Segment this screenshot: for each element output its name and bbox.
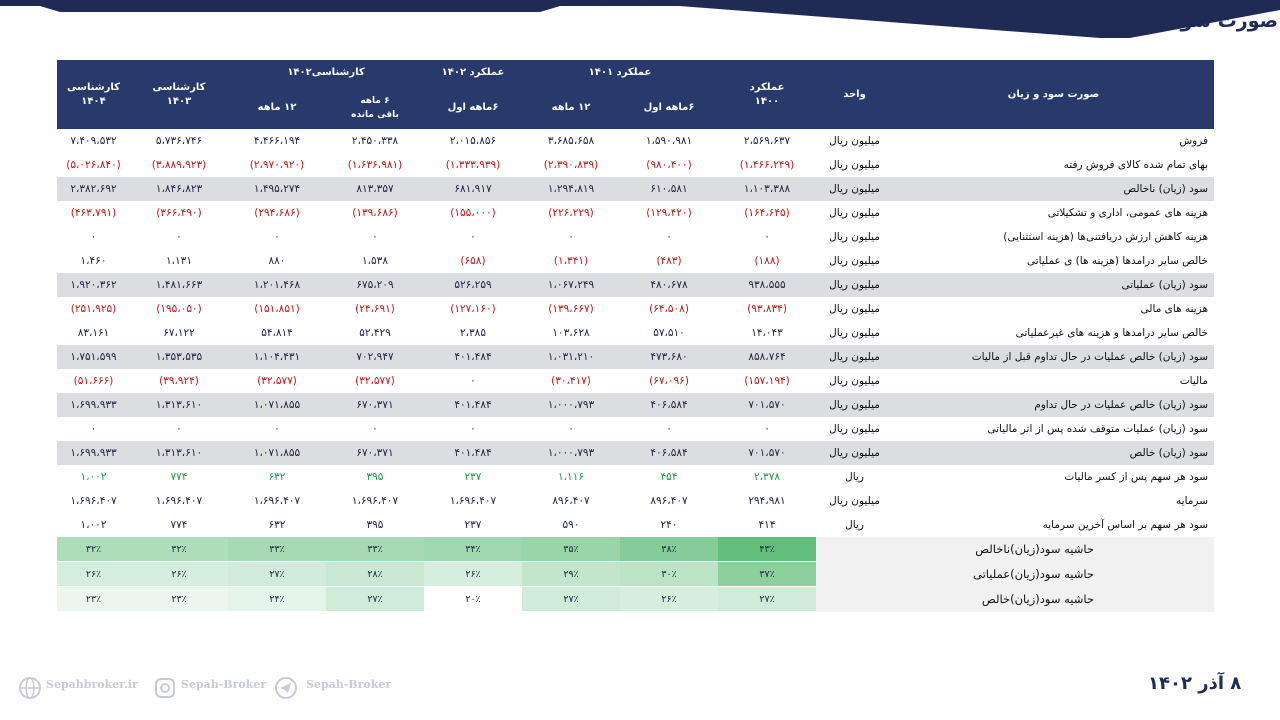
table-cell: ۷۰۱،۵۷۰ [718, 393, 816, 417]
table-cell: (۱۹۵،۰۵۰) [156, 303, 202, 315]
table-cell: ۵۹۰ [562, 519, 580, 531]
table-row [57, 177, 1214, 201]
margin-cell: ۳۳٪ [228, 537, 326, 562]
table-cell: (۲۲۶،۲۲۹) [548, 207, 594, 219]
table-cell: (۱،۳۳۳،۹۳۹) [445, 159, 501, 171]
table-cell: ۶۷۰،۳۷۱ [326, 393, 424, 417]
table-cell: ۷۰۱،۵۷۰ [718, 441, 816, 465]
margin-cell: ۲۶٪ [424, 562, 522, 587]
table-cell: (۱۵۵،۰۰۰) [450, 207, 496, 219]
table-cell: ۰ [372, 423, 378, 435]
table-row [57, 153, 1214, 177]
table-cell: ۱،۶۹۶،۴۰۷ [351, 495, 399, 507]
table-cell: ۱،۹۲۰،۳۶۲ [57, 273, 130, 297]
table-row [57, 201, 1214, 225]
row-unit: میلیون ریال [816, 273, 893, 297]
table-cell: ۳۹۵ [366, 519, 384, 531]
margin-cell: ۲۷٪ [718, 587, 816, 612]
table-row [57, 489, 1214, 513]
table-cell: (۳۹،۹۲۴) [159, 375, 199, 387]
margin-cell: ۲۹٪ [522, 562, 620, 587]
header-1403: کارشناسی ۱۴۰۳ [130, 60, 228, 129]
row-unit: میلیون ریال [829, 423, 880, 435]
instagram-icon [153, 676, 177, 700]
margin-row [57, 537, 1214, 562]
table-cell: ۷۷۴ [170, 471, 188, 483]
globe-icon [18, 676, 42, 700]
table-cell: ۰ [764, 231, 770, 243]
table-cell: ۶۸۱،۹۱۷ [424, 177, 522, 201]
margin-cell: ۲۳٪ [57, 587, 130, 612]
table-row [57, 249, 1214, 273]
row-unit: میلیون ریال [829, 327, 880, 339]
table-cell: ۶۳۲ [268, 471, 286, 483]
row-label: هزینه های عمومی، اداری و تشکیلاتی [1047, 207, 1209, 219]
table-cell: (۱۳۹،۶۶۷) [548, 303, 594, 315]
row-unit: میلیون ریال [829, 495, 880, 507]
table-cell: ۹۳۸،۵۵۵ [718, 273, 816, 297]
header-1402-12: ۱۲ ماهه [228, 86, 326, 129]
margin-cell: ۳۰٪ [620, 562, 718, 587]
table-cell: ۰ [470, 375, 476, 387]
table-cell: (۴۸۳) [656, 255, 682, 267]
table-cell: (۳۲،۵۷۷) [355, 375, 395, 387]
margin-cell: ۳۲٪ [130, 537, 228, 562]
table-row [57, 129, 1214, 153]
margin-cell: ۲۶٪ [620, 587, 718, 612]
table-cell: ۵۲۶،۲۵۹ [424, 273, 522, 297]
table-cell: (۱،۴۶۶،۲۴۹) [739, 159, 795, 171]
table-cell: ۱،۸۴۶،۸۲۳ [130, 177, 228, 201]
table-cell: (۱۳۹،۶۸۶) [352, 207, 398, 219]
table-cell: (۲،۹۷۰،۹۲۰) [249, 159, 305, 171]
table-cell: ۱،۴۸۱،۶۶۳ [130, 273, 228, 297]
row-unit: میلیون ریال [816, 441, 893, 465]
margin-row [57, 587, 1214, 612]
table-cell: ۸۳،۱۶۱ [77, 327, 110, 339]
header-item: صورت سود و زیان [893, 60, 1214, 129]
table-cell: ۱،۵۳۸ [362, 255, 388, 267]
table-cell: ۱،۳۱۳،۶۱۰ [130, 441, 228, 465]
table-cell: ۰ [90, 231, 97, 243]
row-unit: میلیون ریال [816, 393, 893, 417]
table-cell: ۱،۱۰۳،۳۸۸ [718, 177, 816, 201]
telegram-icon [274, 676, 298, 700]
margin-cell: ۲۷٪ [228, 562, 326, 587]
row-unit: میلیون ریال [829, 231, 880, 243]
table-cell: ۰ [274, 231, 280, 243]
margin-label: حاشیه سود(زیان)عملیاتی [816, 562, 1214, 587]
table-cell: ۰ [568, 423, 574, 435]
table-cell: (۴۶۳،۷۹۱) [70, 207, 117, 219]
table-cell: ۴۰۶،۵۸۴ [620, 393, 718, 417]
footer-date: ۸ آذر ۱۴۰۲ [1148, 673, 1242, 694]
margin-cell: ۳۲٪ [57, 537, 130, 562]
row-label: سود (زیان) خالص [893, 441, 1214, 465]
margin-cell: ۲۷٪ [522, 587, 620, 612]
table-cell: ۳۹۵ [366, 471, 384, 483]
table-cell: ۱،۲۰۱،۴۶۸ [228, 273, 326, 297]
margin-cell: ۴۳٪ [718, 537, 816, 562]
table-cell: (۱۵۷،۱۹۴) [744, 375, 790, 387]
table-cell: ۱،۶۹۹،۹۳۳ [57, 441, 130, 465]
row-label: سود (زیان) عملیات متوقف شده پس از اثر مالیاتی [987, 423, 1209, 435]
header-1402-h1: ۶ماهه اول [424, 86, 522, 129]
table-cell: ۱۴،۰۴۳ [751, 327, 783, 339]
row-label: سود هر سهم پس از کسر مالیات [1064, 471, 1209, 483]
row-label: خالص سایر درامدها و هزینه های غیرعملیاتی [1015, 327, 1209, 339]
table-cell: ۵۷،۵۱۰ [653, 327, 685, 339]
row-unit: میلیون ریال [829, 135, 880, 147]
table-cell: ۱،۰۰۲ [80, 471, 107, 483]
table-cell: ۱،۵۹۰،۹۸۱ [645, 135, 693, 147]
table-cell: ۶۷۰،۳۷۱ [326, 441, 424, 465]
table-cell: ۸۱۳،۳۵۷ [326, 177, 424, 201]
table-cell: ۷،۴۰۹،۵۳۲ [70, 135, 117, 147]
row-label: سود (زیان) عملیاتی [893, 273, 1214, 297]
row-unit: میلیون ریال [829, 207, 880, 219]
row-label: فروش [1179, 135, 1209, 147]
table-cell: ۰ [176, 231, 182, 243]
margin-cell: ۲۸٪ [326, 562, 424, 587]
table-cell: ۰ [666, 423, 672, 435]
table-cell: ۴۰۶،۵۸۴ [620, 441, 718, 465]
table-cell: (۲،۳۹۰،۸۳۹) [543, 159, 599, 171]
income-statement-table [57, 60, 1214, 612]
table-cell: ۰ [764, 423, 770, 435]
row-label: هزینه های مالی [1140, 303, 1209, 315]
table-cell: ۲،۳۸۵ [460, 327, 486, 339]
table-cell: ۱،۰۷۱،۸۵۵ [228, 393, 326, 417]
table-cell: ۴۵۴ [660, 471, 678, 483]
row-unit: میلیون ریال [829, 375, 880, 387]
margin-cell: ۲۴٪ [228, 587, 326, 612]
table-cell: (۵۱،۶۶۶) [73, 375, 114, 387]
table-cell: ۲۳۷ [464, 519, 482, 531]
table-cell: ۵۴،۸۱۴ [261, 327, 293, 339]
table-cell: (۹۸۰،۴۰۰) [646, 159, 692, 171]
table-cell: ۱،۰۶۷،۲۴۹ [522, 273, 620, 297]
table-cell: ۱،۰۷۱،۸۵۵ [228, 441, 326, 465]
table-row [57, 369, 1214, 393]
table-cell: ۱،۱۰۴،۴۳۱ [228, 345, 326, 369]
table-cell: (۱۵۱،۸۵۱) [254, 303, 300, 315]
page-title: صورت سود و زیان [1104, 10, 1278, 32]
table-row [57, 225, 1214, 249]
table-row [57, 273, 1214, 297]
table-cell: ۰ [372, 231, 378, 243]
table-cell: (۱۲۷،۱۶۰) [450, 303, 496, 315]
table-cell: ۴۰۱،۴۸۴ [424, 345, 522, 369]
table-cell: ۱،۶۹۶،۴۰۷ [70, 495, 117, 507]
header-1400: عملکرد ۱۴۰۰ [718, 60, 816, 129]
table-cell: ۴۰۱،۴۸۴ [424, 393, 522, 417]
row-label: سود (زیان) خالص عملیات در حال تداوم قبل از مالیات [893, 345, 1214, 369]
margin-cell: ۲۶٪ [130, 562, 228, 587]
header-1401: عملکرد ۱۴۰۱ [522, 60, 718, 86]
table-cell: ۴۸۰،۶۷۸ [620, 273, 718, 297]
row-label: سود (زیان) خالص عملیات در حال تداوم [893, 393, 1214, 417]
table-cell: (۶۴،۵۰۸) [649, 303, 689, 315]
table-row [57, 465, 1214, 489]
row-label: سرمایه [1176, 495, 1209, 507]
margin-cell: ۲۰٪ [424, 587, 522, 612]
table-cell: (۱۲۹،۴۲۰) [646, 207, 692, 219]
table-cell: ۱،۶۹۹،۹۳۳ [57, 393, 130, 417]
margin-label: حاشیه سود(زیان)ناخالص [816, 537, 1214, 562]
row-unit: میلیون ریال [829, 159, 880, 171]
table-cell: ۴۰۱،۴۸۴ [424, 441, 522, 465]
table-cell: ۴۷۳،۶۸۰ [620, 345, 718, 369]
margin-cell: ۳۸٪ [620, 537, 718, 562]
table-row [57, 297, 1214, 321]
margin-cell: ۲۶٪ [57, 562, 130, 587]
table-cell: ۱،۶۹۶،۴۰۷ [155, 495, 203, 507]
table-cell: ۱،۰۰۰،۷۹۳ [522, 441, 620, 465]
table-cell: ۱،۱۱۶ [558, 471, 584, 483]
table-cell: ۰ [568, 231, 574, 243]
table-cell: ۱،۷۵۱،۵۹۹ [57, 345, 130, 369]
row-unit: ریال [845, 471, 864, 483]
table-row [57, 513, 1214, 537]
table-cell: ۱،۱۳۱ [166, 255, 192, 267]
table-cell: ۸۹۶،۴۰۷ [552, 495, 590, 507]
margin-cell: ۳۵٪ [522, 537, 620, 562]
table-cell: ۲۹۴،۹۸۱ [748, 495, 786, 507]
margin-cell: ۳۷٪ [718, 562, 816, 587]
table-cell: ۱،۴۶۰ [80, 255, 107, 267]
table-cell: ۱،۲۹۴،۸۱۹ [522, 177, 620, 201]
top-decoration [0, 0, 1280, 60]
row-label: خالص سایر درامدها (هزینه ها) ی عملیاتی [1026, 255, 1209, 267]
table-cell: ۲،۰۱۵،۸۵۶ [449, 135, 497, 147]
table-cell: (۳۶۶،۴۹۰) [156, 207, 202, 219]
table-cell: ۱،۰۰۰،۷۹۳ [522, 393, 620, 417]
row-label: هزینه کاهش ارزش دریافتنی‌ها (هزینه استثنایی) [1003, 231, 1209, 243]
table-cell: (۲۹۴،۶۸۶) [254, 207, 300, 219]
table-row [57, 393, 1214, 417]
row-unit: میلیون ریال [816, 345, 893, 369]
margin-label: حاشیه سود(زیان)خالص [816, 587, 1214, 612]
table-cell: ۱،۳۵۳،۵۳۵ [130, 345, 228, 369]
header-1401-h1: ۶ماهه اول [620, 86, 718, 129]
table-cell: (۹۳،۸۳۴) [747, 303, 787, 315]
table-cell: (۳۲،۵۷۷) [257, 375, 297, 387]
table-cell: (۶۵۸) [460, 255, 486, 267]
table-cell: (۵،۰۲۶،۸۴۰) [66, 159, 121, 171]
table-cell: ۱،۰۰۲ [80, 519, 107, 531]
table-cell: ۸۵۸،۷۶۴ [718, 345, 816, 369]
table-cell: ۰ [274, 423, 280, 435]
row-label: مالیات [1179, 375, 1209, 387]
table-cell: ۸۸۰ [268, 255, 286, 267]
table-cell: (۶۷،۰۹۶) [649, 375, 689, 387]
table-cell: ۶۷۵،۲۰۹ [326, 273, 424, 297]
table-cell: ۱۰۳،۶۲۸ [552, 327, 590, 339]
table-cell: ۷۰۲،۹۴۷ [326, 345, 424, 369]
watermark-instagram: Sepah-Broker [181, 678, 267, 691]
table-cell: ۱،۶۹۶،۴۰۷ [449, 495, 497, 507]
header-1402-actual: عملکرد ۱۴۰۲ [424, 60, 522, 86]
row-unit: میلیون ریال [829, 303, 880, 315]
table-cell: ۷۷۴ [170, 519, 188, 531]
margin-cell: ۳۴٪ [424, 537, 522, 562]
table-cell: ۶۳۲ [268, 519, 286, 531]
table-cell: ۲،۳۸۲،۶۹۲ [57, 177, 130, 201]
table-cell: ۰ [470, 231, 476, 243]
row-unit: میلیون ریال [816, 177, 893, 201]
table-cell: ۶۱۰،۵۸۱ [620, 177, 718, 201]
header-1402-estimate: کارشناسی۱۴۰۲ [228, 60, 424, 86]
table-cell: ۶۷،۱۲۲ [163, 327, 195, 339]
table-row [57, 345, 1214, 369]
table-cell: ۵،۷۳۶،۷۴۶ [155, 135, 203, 147]
watermark-telegram: Sepah-Broker [306, 678, 392, 691]
row-label: سود (زیان) ناخالص [893, 177, 1214, 201]
table-cell: ۴،۴۶۶،۱۹۴ [253, 135, 301, 147]
table-cell: (۱،۳۴۱) [553, 255, 589, 267]
table-cell: ۲،۴۵۰،۳۳۸ [351, 135, 399, 147]
table-cell: ۱،۳۱۳،۶۱۰ [130, 393, 228, 417]
table-cell: (۳،۸۸۹،۹۲۳) [151, 159, 207, 171]
table-row [57, 441, 1214, 465]
table-cell: ۳،۶۸۵،۶۵۸ [547, 135, 595, 147]
watermark-website: Sepahbroker.ir [46, 678, 138, 691]
table-cell: ۲،۵۶۹،۶۳۷ [743, 135, 791, 147]
table-cell: (۳۰،۴۱۷) [551, 375, 591, 387]
table-cell: (۱،۶۳۶،۹۸۱) [347, 159, 403, 171]
header-unit: واحد [816, 60, 893, 129]
table-cell: ۲۴۰ [660, 519, 678, 531]
table-cell: ۱،۴۹۵،۲۷۴ [228, 177, 326, 201]
table-cell: ۰ [666, 231, 672, 243]
table-row [57, 321, 1214, 345]
row-unit: میلیون ریال [829, 255, 880, 267]
table-cell: (۲۵۱،۹۲۵) [70, 303, 117, 315]
margin-cell: ۲۳٪ [130, 587, 228, 612]
table-cell: ۰ [470, 423, 476, 435]
row-unit: ریال [845, 519, 864, 531]
row-label: بهای تمام شده کالای فروش رفته [1063, 159, 1209, 171]
table-cell: ۴۱۴ [758, 519, 776, 531]
margin-cell: ۲۷٪ [326, 587, 424, 612]
table-cell: ۲،۳۷۸ [754, 471, 780, 483]
row-label: سود هر سهم بر اساس آخرین سرمایه [1042, 519, 1209, 531]
table-row [57, 417, 1214, 441]
header-1402-remaining: ۶ ماهه باقی مانده [326, 86, 424, 129]
margin-cell: ۳۳٪ [326, 537, 424, 562]
table-cell: (۱۶۴،۶۴۵) [744, 207, 790, 219]
margin-row [57, 562, 1214, 587]
table-cell: ۰ [90, 423, 97, 435]
table-cell: ۱،۰۳۱،۲۱۰ [522, 345, 620, 369]
table-cell: ۰ [176, 423, 182, 435]
header-1404: کارشناسی ۱۴۰۴ [57, 60, 130, 129]
table-cell: ۱،۶۹۶،۴۰۷ [253, 495, 301, 507]
table-cell: ۵۲،۴۲۹ [359, 327, 391, 339]
table-cell: (۲۴،۶۹۱) [355, 303, 395, 315]
header-1401-12: ۱۲ ماهه [522, 86, 620, 129]
table-cell: (۱۸۸) [754, 255, 780, 267]
table-cell: ۸۹۶،۴۰۷ [650, 495, 688, 507]
table-cell: ۲۳۷ [464, 471, 482, 483]
